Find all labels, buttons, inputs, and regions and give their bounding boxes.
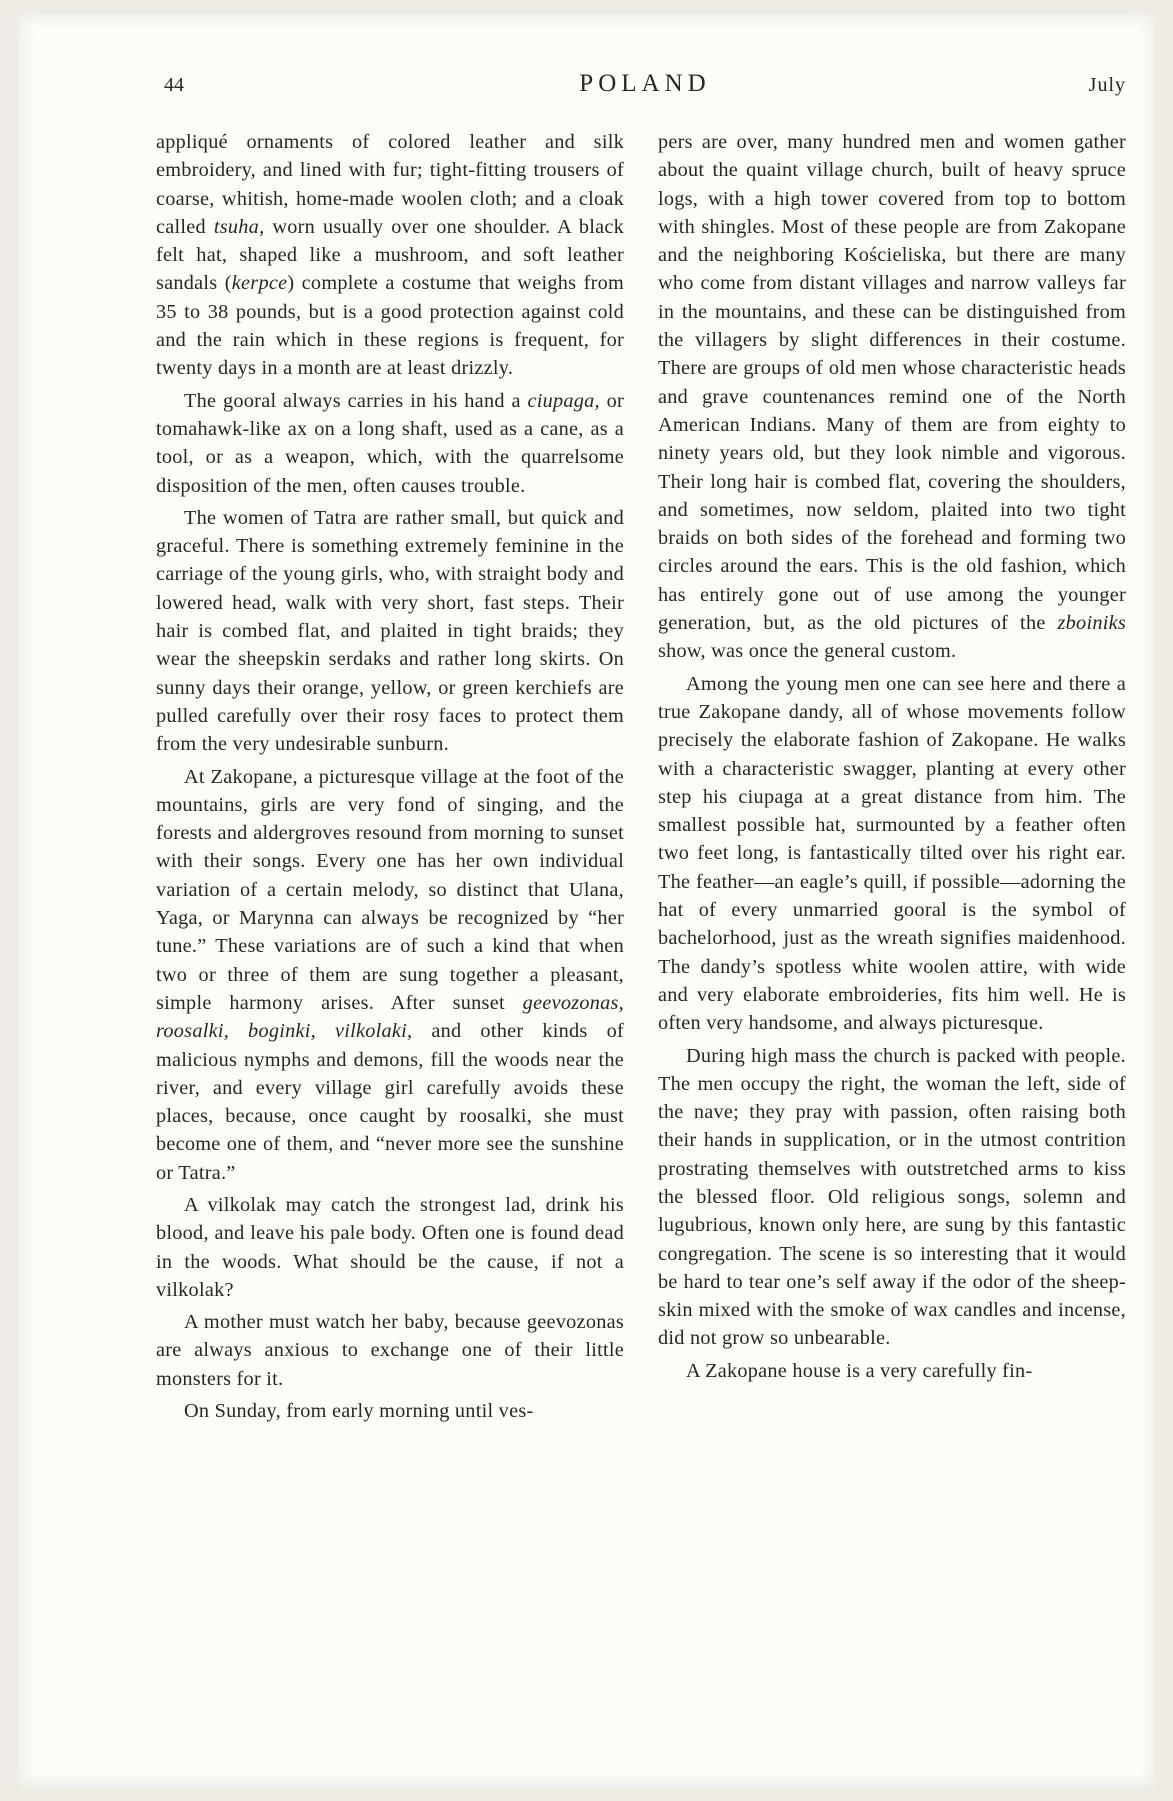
paragraph-ciupaga: The gooral always carries in his hand a ciupaga, or tomahawk-like ax on a long shaft, used as a cane, as a tool, or as a weapon, which, with the quarrelsome disposition of the men, often causes trouble. [156, 389, 625, 497]
paragraph-costume: appliqué ornaments of colored leather and silk embroidery, and lined with fur; tight-fitting trousers of coarse, whitish, home-made woolen cloth; and a cloak called tsuha, worn usually over one shoulder. A black felt hat, shaped like a mushroom, and soft leather sandals (kerpce) complete a costume that weighs from 35 to 38 pounds, but is a good protection against cold and the rain which in these regions is frequent, for twenty days in a month are at least drizzly. [156, 131, 625, 380]
page-number: 44 [164, 74, 184, 96]
magazine-title: POLAND [579, 70, 711, 97]
paragraph-high-mass: During high mass the church is packed with people. The men occupy the right, the woman the left, side of the nave; they pray with passion, often raising both their hands in supplication, or in the utmost contrition prostrating themselves with outstretched arms to kiss the blessed floor. Old religious songs, solemn and lugubrious, known only here, are sung by this fantastic congregation. The scene is so interesting that it would be hard to tear one’s self away if the odor of the sheep-skin mixed with the smoke of wax candles and incense, did not grow so unbearable. [658, 1044, 1126, 1350]
paragraph-house: A Zakopane house is a very carefully fin- [686, 1359, 1033, 1382]
paragraph-vilkolak: A vilkolak may catch the strongest lad, drink his blood, and leave his pale body. Often one is found dead in the woods. What should be the cause, if not a vilkolak? [156, 1193, 624, 1301]
issue-month: July [1088, 74, 1126, 96]
left-column [156, 128, 624, 1429]
paragraph-village-church: pers are over, many hundred men and women gather about the quaint village church, built of heavy spruce logs, with a high tower covered from top to bottom with shingles. Most of these people are from Zakopane and the neighboring Kościeliska, but there are many who come from distant villages and narrow valleys far in the mountains, and these can be distinguished from the villagers by slight differences in their costume. There are groups of old men whose characteristic heads and grave countenances remind one of the North American Indians. Many of them are from eighty to ninety years old, but they look nimble and vigorous. Their long hair is combed flat, covering the shoulders, and sometimes, now seldom, plaited into two tight braids on both sides of the forehead and forming two circles around the ears. This is the old fashion, which has entirely gone out of use among the younger generation, but, as the old pictures of the zboiniks show, was once the general custom. [658, 131, 1126, 663]
paragraph-singing: At Zakopane, a picturesque village at the foot of the mountains, girls are very fond of singing, and the forests and aldergroves resound from morning to sunset with their songs. Every one has her own individual variation of a certain melody, so distinct that Ulana, Yaga, or Marynna can always be recognized by “her tune.” These variations are of such a kind that when two or three of them are sung together a pleasant, simple harmony arises. After sunset geevozonas, roosalki, boginki, vilkolaki, and other kinds of malicious nymphs and demons, fill the woods near the river, and every village girl carefully avoids these places, because, once caught by roosalki, she must become one of them, and “never more see the sunshine or Tatra.” [156, 765, 624, 1184]
right-column [658, 128, 1126, 1389]
running-header [164, 68, 1126, 108]
paragraph-sunday: On Sunday, from early morning until ves- [184, 1400, 534, 1423]
paragraph-dandy: Among the young men one can see here and there a true Zakopane dandy, all of whose movements follow precisely the elaborate fashion of Zakopane. He walks with a characteristic swagger, planting at every other step his ciupaga at a great distance from him. The smallest possible hat, surmounted by a feather often two feet long, is fantastically tilted over his right ear. The feather—an eagle’s quill, if possible—adorning the hat of every unmarried gooral is the symbol of bachelorhood, just as the wreath signifies maidenhood. The dandy’s spotless white woolen attire, with wide and very elaborate embroideries, fits him well. He is often very handsome, and always picturesque. [658, 672, 1126, 1035]
paragraph-women: The women of Tatra are rather small, but quick and graceful. There is something extremely feminine in the carriage of the young girls, who, with straight body and lowered head, walk with very short, fast steps. Their hair is combed flat, and plaited in tight braids; they wear the sheepskin serdaks and rather long skirts. On sunny days their orange, yellow, or green kerchiefs are pulled carefully over their rosy faces to protect them from the very undesirable sunburn. [156, 506, 624, 756]
paragraph-mother: A mother must watch her baby, because geevozonas are always anxious to exchange one of their little monsters for it. [156, 1311, 624, 1390]
